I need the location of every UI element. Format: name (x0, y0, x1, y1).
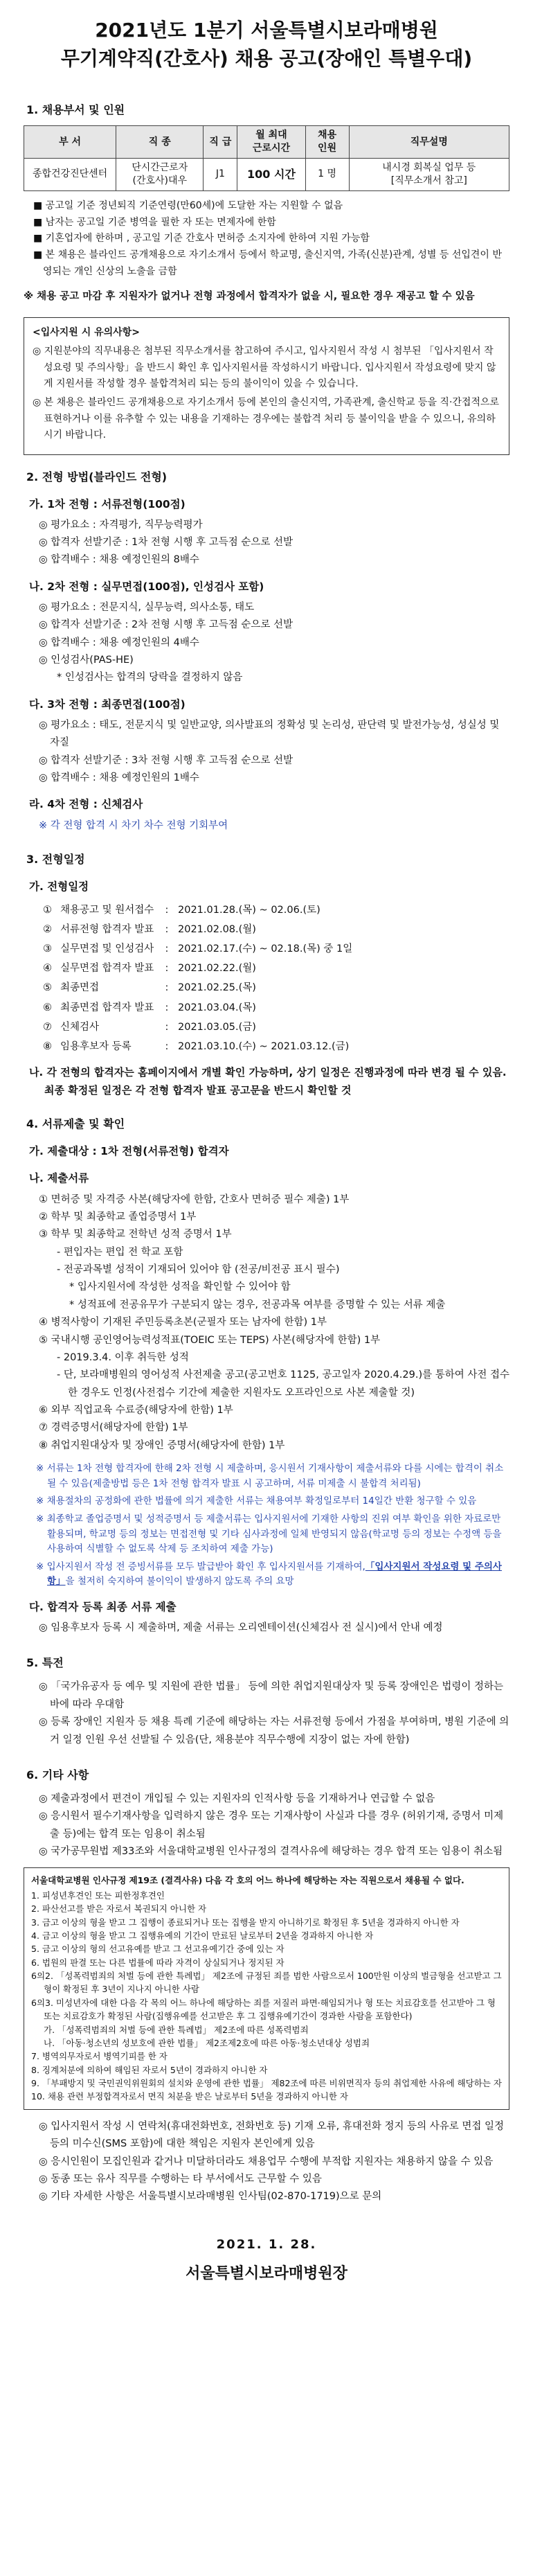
row-number: ⑧ (43, 1040, 52, 1052)
list-item: - 2019.3.4. 이후 취득한 성적 (57, 1351, 189, 1363)
header-desc: 직무설명 (349, 126, 509, 159)
list-item: * 성적표에 전공유무가 구분되지 않는 경우, 전공과목 여부를 증명할 수 있는 서류 제출 (69, 1299, 446, 1311)
table-row (39, 900, 356, 920)
submission-target: 가. 제출대상 : 1차 전형(서류전형) 합격자 (29, 1145, 229, 1158)
section-2-heading: 2. 전형 방법(블라인드 전형) (26, 470, 168, 483)
announcement-date: 2021. 1. 28. (216, 2237, 317, 2252)
rule-item: 10. 채용 관련 부정합격자로서 면직 처분을 받은 날로부터 5년을 경과하지 아니한 자 (31, 2091, 348, 2102)
table-row (39, 939, 356, 959)
row-date: 2021.02.25.(목) (178, 982, 256, 994)
row-date: 2021.02.08.(월) (178, 924, 256, 936)
rule-item: 가. 「성폭력범죄의 처벌 등에 관한 특례법」 제2조에 따른 성폭력범죄 (44, 2024, 309, 2035)
cell-count: 1 명 (305, 158, 349, 190)
list-item: ■ 기혼업자에 한하며 , 공고일 기준 간호사 면허증 소지자에 한하여 지원 가능함 (33, 233, 370, 245)
final-docs-lines (39, 1619, 509, 1637)
row-colon: : (165, 924, 169, 936)
cell-grade: J1 (204, 158, 237, 190)
row-number: ② (43, 924, 52, 936)
rule-item: 7. 병역의무자로서 병역기피를 한 자 (31, 2051, 168, 2062)
list-item: ◎ 동종 또는 유사 직무를 수행하는 타 부서에서도 근무할 수 있음 (39, 2173, 322, 2185)
row-label: 임용후보자 등록 (60, 1040, 132, 1052)
list-item: - 단, 보라매병원의 영어성적 사전제출 공고(공고번호 1125, 공고일자 2020.4.29.)를 통하여 사전 접수한 경우도 인정(사전접수 기간에 제출한 지원자도 오프라인으로 사본 제출할 것) (57, 1369, 509, 1398)
table-row (39, 998, 356, 1018)
benefit-lines (39, 1678, 509, 1749)
notice-box-title: <입사지원 시 유의사항> (33, 326, 140, 338)
note-text: ※ 입사지원서 작성 전 증빙서류를 모두 발급받아 확인 후 입사지원서를 기재하여, (36, 1561, 365, 1572)
row-number: ④ (43, 963, 52, 975)
announcement-title (24, 17, 509, 73)
list-item: ◎ 합격자 선발기준 : 2차 전형 시행 후 고득점 순으로 선발 (39, 619, 293, 631)
section-1-bullets (33, 198, 509, 281)
header-count: 채용 인원 (305, 126, 349, 159)
list-item: ■ 본 채용은 블라인드 공개채용으로 자기소개서 등에서 학교명, 출신지역, 가족(신분)관계, 성별 등 선입견이 반영되는 개인 신상의 노출을 금함 (33, 249, 502, 277)
row-label: 채용공고 및 원서접수 (60, 905, 154, 916)
list-item: ⑦ 경력증명서(해당자에 한함) 1부 (39, 1422, 188, 1434)
cell-job: 단시간근로자 (간호사)대우 (116, 158, 204, 190)
stage-4-title: 라. 4차 전형 : 신체검사 (29, 798, 143, 811)
row-number: ① (43, 905, 52, 916)
row-number: ③ (43, 943, 52, 955)
next-stage-note: ※ 각 전형 합격 시 차기 차수 전형 기회부여 (39, 819, 228, 831)
reannouncement-note: ※ 채용 공고 마감 후 지원자가 없거나 전형 과정에서 합격자가 없을 시, 필요한 경우 재공고 할 수 있음 (24, 290, 475, 302)
header-job: 직 종 (116, 126, 204, 159)
stage-2-lines (39, 599, 509, 687)
table-row (24, 158, 509, 190)
list-item: ③ 학부 및 최종학교 전학년 성적 증명서 1부 (39, 1229, 232, 1241)
row-colon: : (165, 982, 169, 994)
list-item: - 전공과목별 성적이 기재되어 있어야 함 (전공/비전공 표시 필수) (57, 1264, 340, 1276)
stage-4-lines (39, 817, 509, 835)
list-item: ⑥ 외부 직업교육 수료증(해당자에 한함) 1부 (39, 1405, 233, 1416)
list-item: ④ 병적사항이 기재된 주민등록초본(군필자 또는 남자에 한함) 1부 (39, 1317, 327, 1329)
rule-item: 나. 「아동·청소년의 성보호에 관한 법률」 제2조제2호에 따른 아동·청소년대상 성범죄 (44, 2037, 370, 2048)
note-tail: 을 철저히 숙지하여 불이익이 발생하지 않도록 주의 요망 (65, 1576, 294, 1588)
rule-item: 6의2. 「성폭력범죄의 처벌 등에 관한 특례법」 제2조에 규정된 죄를 범한 사람으로서 100만원 이상의 벌금형을 선고받고 그 형이 확정된 후 3년이 지나지 아니한 사람 (31, 1971, 502, 1995)
stage-1-lines (39, 517, 509, 569)
rule-item: 2. 파산선고를 받은 자로서 복권되지 아니한 자 (31, 1903, 207, 1915)
title-line-2: 무기계약직(간호사) 채용 공고(장애인 특별우대) (60, 46, 473, 70)
list-item: ② 학부 및 최종학교 졸업증명서 1부 (39, 1211, 197, 1223)
list-item: ※ 서류는 1차 전형 합격자에 한해 2차 전형 시 제출하며, 응시원서 기재사항이 제출서류와 다를 시에는 합격이 취소될 수 있음(제출방법 등은 1차 전형 합격자 발표 시 공고하며, 서류 미제출 시 불합격 처리됨) (36, 1463, 504, 1489)
list-item: ⑧ 취업지원대상자 및 장애인 증명서(해당자에 한함) 1부 (39, 1439, 285, 1451)
row-colon: : (165, 1002, 169, 1013)
table-row (39, 1037, 356, 1056)
rule-item: 1. 피성년후견인 또는 피한정후견인 (31, 1890, 165, 1901)
positions-header-row (24, 126, 509, 159)
issuing-organization: 서울특별시보라매병원장 (186, 2265, 347, 2283)
stage-1-title: 가. 1차 전형 : 서류전형(100점) (29, 497, 186, 510)
list-item: ◎ 임용후보자 등록 시 제출하며, 제출 서류는 오리엔테이션(신체검사 전 실시)에서 안내 예정 (39, 1622, 443, 1634)
list-item: ◎ 합격배수 : 채용 예정인원의 1배수 (39, 772, 199, 784)
list-item: ◎ 국가공무원법 제33조와 서울대학교병원 인사규정의 결격사유에 해당하는 경우 합격 또는 임용이 취소됨 (39, 1846, 503, 1858)
list-item: ① 면허증 및 자격증 사본(해당자에 한함, 간호사 면허증 필수 제출) 1부 (39, 1193, 350, 1205)
list-item: ◎ 응시인원이 모집인원과 같거나 미달하더라도 채용업무 수행에 부적합 지원자는 채용하지 않을 수 있음 (39, 2156, 494, 2167)
row-date: 2021.03.10.(수) ~ 2021.03.12.(금) (178, 1040, 350, 1052)
cell-dept: 종합건강진단센터 (24, 158, 116, 190)
submission-notes (36, 1462, 509, 1590)
rules-title: 서울대학교병원 인사규정 제19조 (결격사유) 다음 각 호의 어느 하나에 해당하는 자는 직원으로서 채용될 수 없다. (31, 1875, 464, 1886)
row-colon: : (165, 963, 169, 975)
title-line-1: 2021년도 1분기 서울특별시보라매병원 (95, 19, 438, 42)
cell-desc: 내시경 회복실 업무 등 [직무소개서 참고] (349, 158, 509, 190)
list-item: ◎ 입사지원서 작성 시 연락처(휴대전화번호, 전화번호 등) 기재 오류, 휴대전화 정지 등의 사유로 면접 일정 등의 미수신(SMS 포함)에 대한 책임은 지원자 본인에게 있음 (39, 2120, 504, 2150)
personality-test-note: * 인성검사는 합격의 당락을 결정하지 않음 (57, 672, 243, 684)
section-1-heading: 1. 채용부서 및 인원 (26, 103, 125, 117)
row-colon: : (165, 1021, 169, 1033)
rule-item: 5. 금고 이상의 형의 선고유예를 받고 그 선고유예기간 중에 있는 자 (31, 1944, 284, 1955)
row-label: 실무면접 합격자 발표 (60, 963, 154, 975)
table-row (39, 959, 356, 978)
disqualification-rules-box (24, 1867, 509, 2109)
submission-docs-list (39, 1191, 509, 1455)
list-item: ■ 공고일 기준 정년퇴직 기준연령(만60세)에 도달한 자는 지원할 수 없음 (33, 199, 343, 211)
stage-3-title: 다. 3차 전형 : 최종면접(100점) (29, 698, 186, 711)
header-grade: 직 급 (204, 126, 237, 159)
list-item: ◎ 평가요소 : 전문지식, 실무능력, 의사소통, 태도 (39, 601, 255, 613)
rule-item: 6. 법원의 판결 또는 다른 법률에 따라 자격이 상실되거나 정지된 자 (31, 1957, 284, 1968)
rule-item: 9. 「부패방지 및 국민권익위원회의 설치와 운영에 관한 법률」 제82조에 따른 비위면직자 등의 취업제한 사유에 해당하는 자 (31, 2078, 502, 2089)
section-5-heading: 5. 특전 (26, 1656, 64, 1670)
row-colon: : (165, 905, 169, 916)
rule-item: 4. 금고 이상의 형을 받고 그 집행유예의 기간이 만료된 날로부터 2년을 경과하지 아니한 자 (31, 1930, 374, 1941)
list-item: ◎ 기타 자세한 사항은 서울특별시보라매병원 인사팀(02-870-1719)으로 문의 (39, 2191, 382, 2203)
list-item: ◎ 합격배수 : 채용 예정인원의 8배수 (39, 554, 199, 566)
cell-hours: 100 시간 (237, 158, 305, 190)
stage-3-lines (39, 717, 509, 788)
header-dept: 부 서 (24, 126, 116, 159)
list-item: ◎ 응시원서 필수기재사항을 입력하지 않은 경우 또는 기재사항이 사실과 다를 경우 (허위기재, 증명서 미제출 등)에는 합격 또는 임용이 취소됨 (39, 1811, 504, 1840)
final-docs-title: 다. 합격자 등록 최종 서류 제출 (29, 1600, 177, 1613)
list-item: ※ 채용절차의 공정화에 관한 법률에 의거 제출한 서류는 채용여부 확정일로부터 14일간 반환 청구할 수 있음 (36, 1495, 477, 1507)
list-item: ◎ 제출과정에서 편견이 개입될 수 있는 지원자의 인적사항 등을 기재하거나 연급할 수 없음 (39, 1793, 435, 1804)
announcement-footer (24, 2234, 509, 2288)
list-item: ◎ 합격배수 : 채용 예정인원의 4배수 (39, 637, 199, 648)
list-item: ◎ 평가요소 : 태도, 전문지식 및 일반교양, 의사발표의 정확성 및 논리성, 판단력 및 발전가능성, 성실성 및 자질 (39, 719, 500, 749)
list-item: ◎ 평가요소 : 자격평가, 직무능력평가 (39, 519, 203, 531)
notice-item: ◎ 지원분야의 직무내용은 첨부된 직무소개서를 참고하여 주시고, 입사지원서 작성 시 첨부된 「입사지원서 작성요령 및 주의사항」을 반드시 확인 후 입사지원서를 작성하시기 바랍니다. 입사지원서 작성요령에 맞지 않게 지원서를 작성할 경우 불합격처리 되는 등의 불이익이 있을 수 있습니다. (33, 346, 496, 390)
list-item: ◎ 인성검사(PAS-HE) (39, 655, 134, 666)
list-item (36, 1560, 509, 1590)
row-label: 실무면접 및 인성검사 (60, 943, 154, 955)
list-item: ◎ 등록 장애인 지원자 등 채용 특례 기준에 해당하는 자는 서류전형 등에서 가점을 부여하며, 병원 기준에 의거 일정 인원 우선 선발될 수 있음(단, 채용분야 직무수행에 지장이 없는 자에 한함) (39, 1716, 509, 1746)
rule-item: 8. 징계처분에 의하여 해임된 자로서 5년이 경과하지 아니한 자 (31, 2064, 268, 2075)
row-colon: : (165, 1040, 169, 1052)
header-hours: 월 최대 근로시간 (237, 126, 305, 159)
misc-lines-2 (39, 2118, 509, 2206)
notice-item: ◎ 본 채용은 블라인드 공개채용으로 자기소개서 등에 본인의 출신지역, 가족관계, 출신학교 등을 직·간접적으로 표현하거나 이를 유추할 수 있는 내용을 기재하는 경우에는 불합격 처리 등 불이익을 받을 수 있으니, 유의하시기 바랍니다. (33, 396, 500, 441)
list-item: - 편입자는 편입 전 학교 포함 (57, 1246, 183, 1258)
rule-item: 6의3. 미성년자에 대한 다음 각 목의 어느 하나에 해당하는 죄를 저질러 파면·해임되거나 형 또는 치료감호를 선고받아 그 형 또는 치료감호가 확정된 사람(집행유예를 선고받은 후 그 집행유예기간이 경과한 사람을 포함한다) (31, 1997, 496, 2022)
row-label: 최종면접 합격자 발표 (60, 1002, 154, 1013)
row-number: ⑤ (43, 982, 52, 994)
list-item: ◎ 「국가유공자 등 예우 및 지원에 관한 법률」 등에 의한 취업지원대상자 및 등록 장애인은 법령이 정하는 바에 따라 우대함 (39, 1681, 504, 1710)
table-row (39, 920, 356, 939)
row-date: 2021.03.05.(금) (178, 1021, 256, 1033)
row-date: 2021.01.28.(목) ~ 02.06.(토) (178, 905, 320, 916)
submission-docs-title: 나. 제출서류 (29, 1172, 89, 1185)
rule-item: 3. 금고 이상의 형을 받고 그 집행이 종료되거나 또는 집행을 받지 아니하기로 확정된 후 5년을 경과하지 아니한 자 (31, 1917, 460, 1928)
schedule-change-note: 나. 각 전형의 합격자는 홈페이지에서 개별 확인 가능하며, 상기 일정은 진행과정에 따라 변경 될 수 있음. 최종 확정된 일정은 각 전형 합격자 발표 공고문을 반드시 확인할 것 (29, 1065, 507, 1097)
row-number: ⑦ (43, 1021, 52, 1033)
row-colon: : (165, 943, 169, 955)
misc-lines (39, 1791, 509, 1861)
list-item: ■ 남자는 공고일 기준 병역을 필한 자 또는 면제자에 한함 (33, 216, 276, 228)
section-6-heading: 6. 기타 사항 (26, 1768, 89, 1782)
application-notice-box (24, 317, 509, 455)
schedule-title: 가. 전형일정 (29, 880, 89, 893)
list-item: ※ 최종학교 졸업증명서 및 성적증명서 등 제출서류는 입사지원서에 기재한 사항의 진위 여부 확인을 위한 자료로만 활용되며, 학교명 등의 정보는 면접전형 및 기타 심사과정에 일체 반영되지 않음(학교명 등의 정보는 수정액 등을 사용하여 식별할 수 없도록 삭제 등 조치하여 제출 가능) (36, 1513, 502, 1555)
section-3-heading: 3. 전형일정 (26, 852, 85, 866)
row-label: 최종면접 (60, 982, 100, 994)
table-row (39, 1018, 356, 1037)
list-item: ⑤ 국내시행 공인영어능력성적표(TOEIC 또는 TEPS) 사본(해당자에 한함) 1부 (39, 1334, 381, 1346)
positions-table (24, 125, 509, 191)
list-item: ◎ 합격자 선발기준 : 3차 전형 시행 후 고득점 순으로 선발 (39, 754, 293, 766)
table-row (39, 978, 356, 997)
schedule-table (39, 900, 356, 1056)
row-label: 신체검사 (60, 1021, 100, 1033)
row-label: 서류전형 합격자 발표 (60, 924, 154, 936)
row-number: ⑥ (43, 1002, 52, 1013)
guide-doc-name: 「입사지원서 작성요령 및 주의사항」 (47, 1561, 502, 1588)
list-item: ◎ 합격자 선발기준 : 1차 전형 시행 후 고득점 순으로 선발 (39, 537, 293, 549)
stage-2-title: 나. 2차 전형 : 실무면접(100점), 인성검사 포함) (29, 580, 264, 593)
row-date: 2021.02.17.(수) ~ 02.18.(목) 중 1일 (178, 943, 353, 955)
section-4-heading: 4. 서류제출 및 확인 (26, 1117, 125, 1131)
row-date: 2021.02.22.(월) (178, 963, 256, 975)
row-date: 2021.03.04.(목) (178, 1002, 256, 1013)
list-item: * 입사지원서에 작성한 성적을 확인할 수 있어야 함 (69, 1281, 291, 1293)
